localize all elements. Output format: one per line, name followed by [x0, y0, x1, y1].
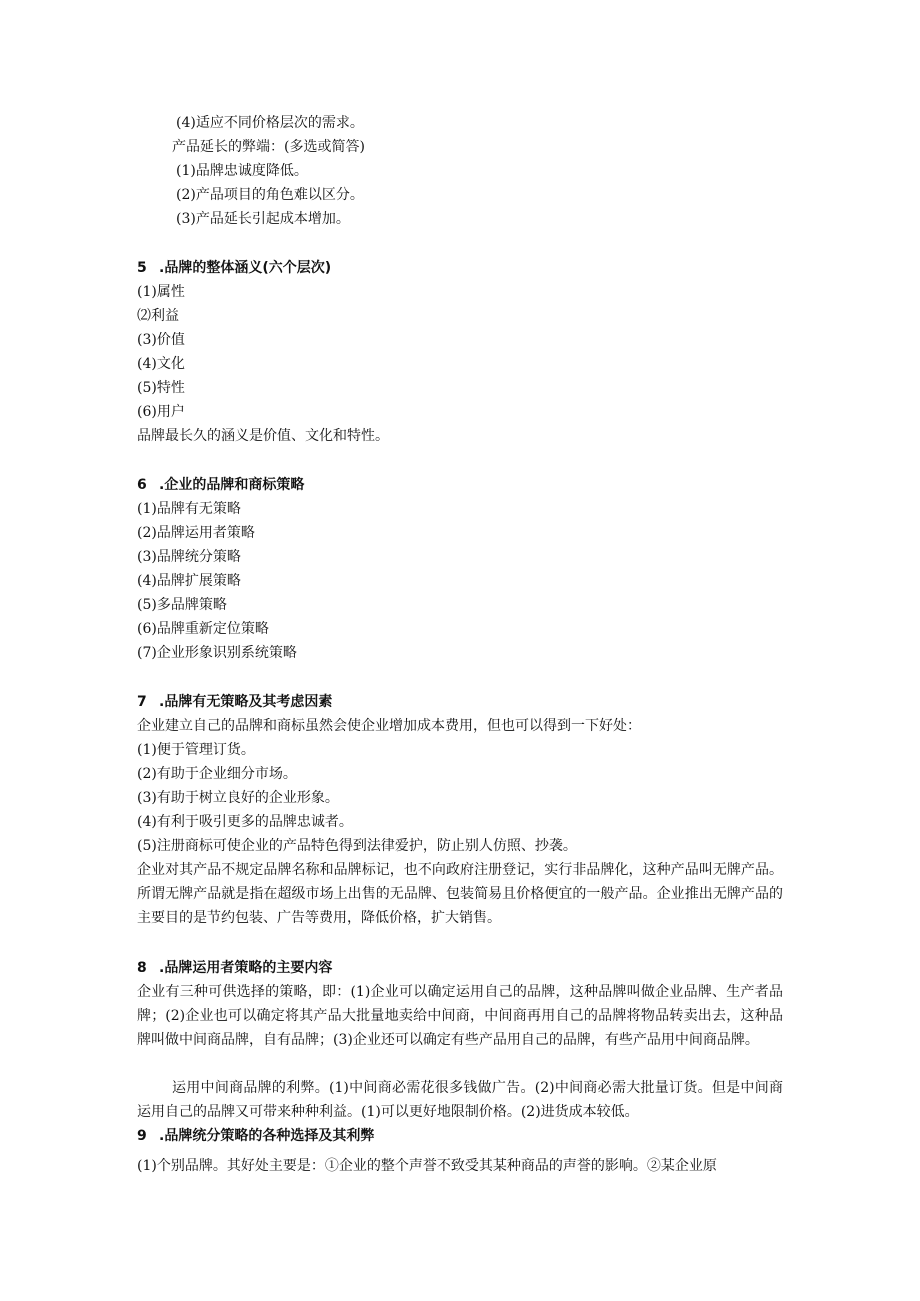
- list-item: (7)企业形象识别系统策略: [137, 645, 297, 661]
- list-item: (2)有助于企业细分市场。: [137, 766, 297, 782]
- list-item: (3)品牌统分策略: [137, 549, 241, 565]
- section-title: .企业的品牌和商标策略: [159, 477, 305, 493]
- section-summary: 品牌最长久的涵义是价值、文化和特性。: [137, 428, 389, 444]
- paragraph: 运用中间商品牌的利弊。(1)中间商必需花很多钱做广告。(2)中间商必需大批量订货。但是中间商运用自己的品牌又可带来种种利益。(1)可以更好地限制价格。(2)进货成本较低。: [137, 1080, 783, 1120]
- list-item: (4)文化: [137, 356, 185, 372]
- intro-line: (2)产品项目的角色难以区分。: [176, 187, 364, 203]
- list-item: (5)特性: [137, 380, 185, 396]
- section-title: .品牌的整体涵义(六个层次): [159, 260, 332, 276]
- section-intro: 企业建立自己的品牌和商标虽然会使企业增加成本费用，但也可以得到一下好处：: [137, 718, 641, 734]
- intro-line: (1)品牌忠诚度降低。: [176, 163, 308, 179]
- section-number: 6: [137, 477, 147, 493]
- list-item: (3)有助于树立良好的企业形象。: [137, 790, 339, 806]
- section-number: 9: [137, 1128, 147, 1144]
- list-item: (5)多品牌策略: [137, 597, 227, 613]
- list-item: (3)价值: [137, 332, 185, 348]
- intro-line: 产品延长的弊端：(多选或简答): [172, 139, 365, 155]
- list-item: (5)注册商标可使企业的产品特色得到法律爱护，防止别人仿照、抄袭。: [137, 838, 577, 854]
- section-number: 8: [137, 960, 147, 976]
- list-item: (1)属性: [137, 284, 185, 300]
- list-item: (1)便于管理订货。: [137, 742, 255, 758]
- list-item: (4)品牌扩展策略: [137, 573, 241, 589]
- paragraph-line: (1)个别品牌。其好处主要是：①企业的整个声誉不致受其某种商品的声誉的影响。②某企业原: [137, 1158, 717, 1174]
- paragraph: 企业有三种可供选择的策略，即：(1)企业可以确定运用自己的品牌，这种品牌叫做企业品牌、生产者品牌；(2)企业也可以确定将其产品大批量地卖给中间商，中间商再用自己的品牌将物品转卖出去，这种品牌叫做中间商品牌，自有品牌；(3)企业还可以确定有些产品用自己的品牌，有些产品用中间商品牌。: [137, 984, 783, 1048]
- section-heading-6: [137, 473, 304, 497]
- section-heading-9: [137, 1124, 374, 1148]
- section-heading-5: [137, 256, 331, 280]
- paragraph: 企业对其产品不规定品牌名称和品牌标记，也不向政府注册登记，实行非品牌化，这种产品叫无牌产品。所谓无牌产品就是指在超级市场上出售的无品牌、包装简易且价格便宜的一般产品。企业推出无牌产品的主要目的是节约包装、广告等费用，降低价格，扩大销售。: [137, 862, 783, 926]
- intro-line: (3)产品延长引起成本增加。: [176, 211, 350, 227]
- list-item: (1)品牌有无策略: [137, 501, 241, 517]
- section-heading-7: [137, 690, 332, 714]
- list-item: (4)有利于吸引更多的品牌忠诚者。: [137, 814, 353, 830]
- section-heading-8: [137, 956, 332, 980]
- list-item: (6)用户: [137, 404, 185, 420]
- section-title: .品牌运用者策略的主要内容: [159, 960, 333, 976]
- section-title: .品牌有无策略及其考虑因素: [159, 694, 333, 710]
- section-number: 5: [137, 260, 147, 276]
- intro-line: (4)适应不同价格层次的需求。: [176, 115, 364, 131]
- list-item: (6)品牌重新定位策略: [137, 621, 269, 637]
- section-title: .品牌统分策略的各种选择及其利弊: [159, 1128, 375, 1144]
- list-item: ⑵利益: [137, 308, 179, 324]
- list-item: (2)品牌运用者策略: [137, 525, 255, 541]
- section-number: 7: [137, 694, 147, 710]
